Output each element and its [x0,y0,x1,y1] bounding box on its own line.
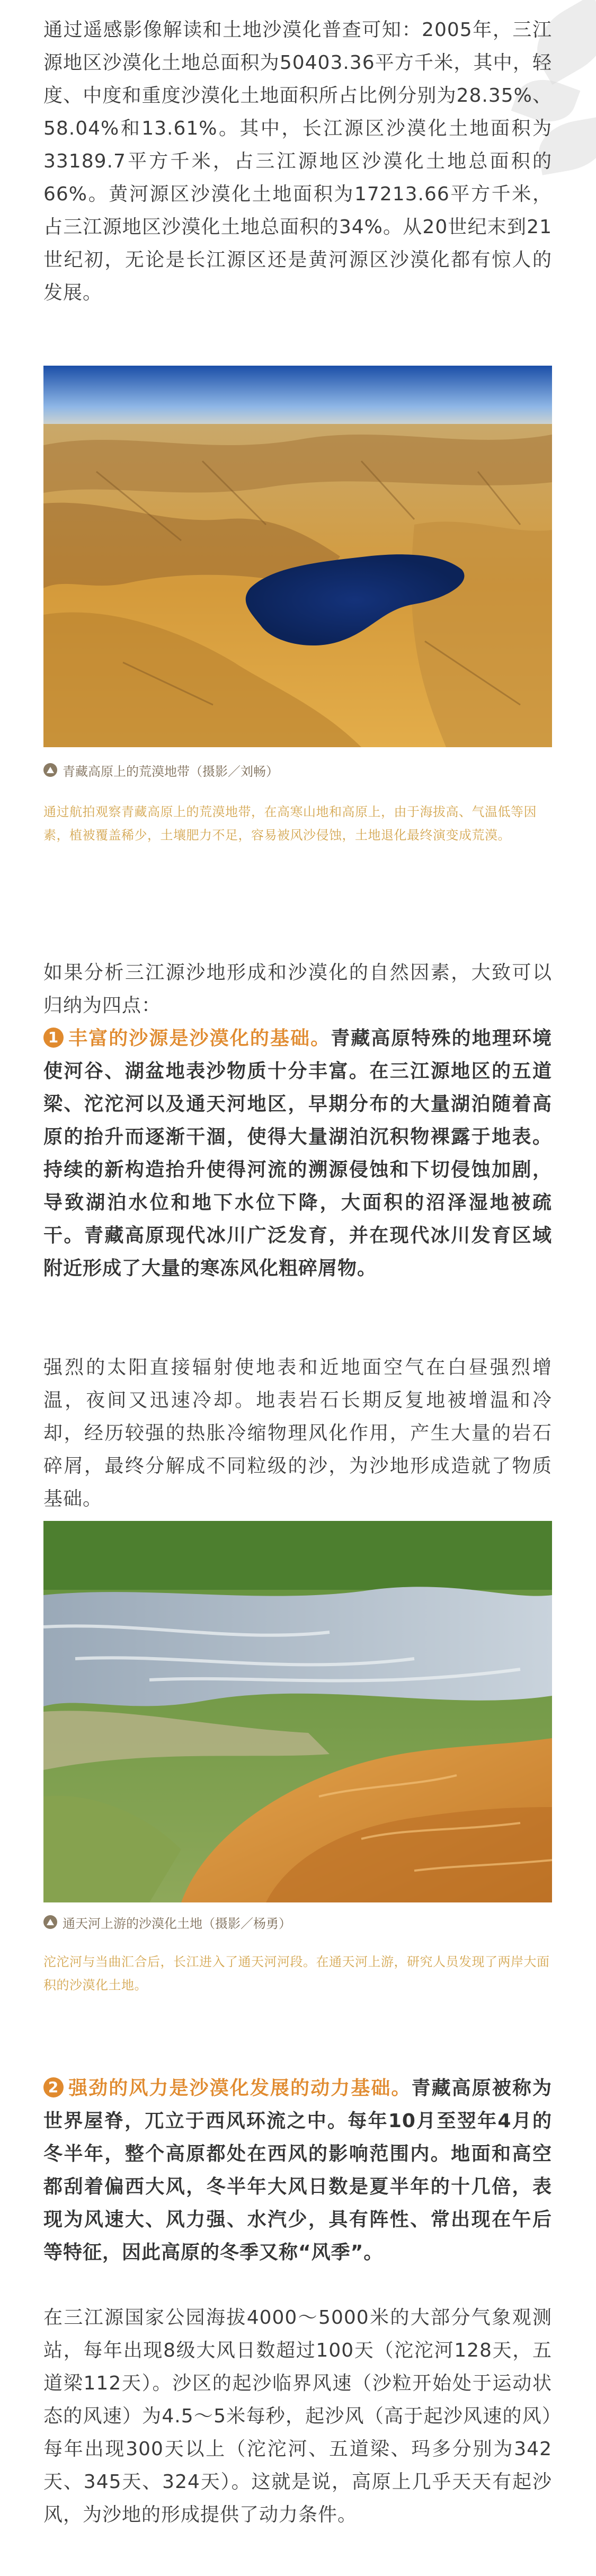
figure2-caption: 通天河上游的沙漠化土地（摄影／杨勇） [63,1916,291,1931]
figure1-description: 通过航拍观察青藏高原上的荒漠地带，在高寒山地和高原上，由于海拔高、气温低等因素，植被覆盖稀少，土壤肥力不足，容易被风沙侵蚀，土地退化最终演变成荒漠。 [43,804,537,843]
figure2-description: 沱沱河与当曲汇合后，长江进入了通天河河段。在通天河上游，研究人员发现了两岸大面积的沙漠化土地。 [43,1954,550,1993]
caption-triangle-icon [43,1915,57,1929]
factor1-number-badge: 1 [43,1028,64,1048]
factor2-number-badge: 2 [43,2077,64,2097]
factor2-title: 强劲的风力是沙漠化发展的动力基础。 [68,2077,412,2099]
figure1-caption-row [43,760,552,780]
factor2-text: 青藏高原被称为世界屋脊，兀立于西风环流之中。每年10月至翌年4月的冬半年，整个高原都处在西风的影响范围内。地面和高空都刮着偏西大风，冬半年大风日数是夏半年的十几倍，表现为风速大、风力强、水汽少，具有阵性、常出现在午后等特征，因此高原的冬季又称“风季”。 [43,2077,552,2263]
figure1-caption: 青藏高原上的荒漠地带（摄影／刘畅） [63,764,279,779]
tongtian-river-photo [43,1521,552,1902]
wind-observation-paragraph: 在三江源国家公园海拔4000～5000米的大部分气象观测站，每年出现8级大风日数超过100天（沱沱河128天，五道梁112天）。沙区的起沙临界风速（沙粒开始处于运动状态的风速）为4.5～5米每秒，起沙风（高于起沙风速的风）每年出现300天以上（沱沱河、五道梁、玛多分别为342天、345天、324天）。这就是说，高原上几乎天天有起沙风，为沙地的形成提供了动力条件。 [43,2307,552,2526]
factor2-paragraph [43,2072,552,2269]
factor1-paragraph [43,1022,552,1285]
solar-radiation-paragraph: 强烈的太阳直接辐射使地表和近地面空气在白昼强烈增温，夜间又迅速冷却。地表岩石长期反复地被增温和冷却，经历较强的热胀冷缩物理风化作用，产生大量的岩石碎屑，最终分解成不同粒级的沙，为沙地形成造就了物质基础。 [43,1357,552,1510]
figure2-caption-row [43,1913,552,1932]
intro-paragraph: 通过遥感影像解读和土地沙漠化普查可知：2005年，三江源地区沙漠化土地总面积为50403.36平方千米，其中，轻度、中度和重度沙漠化土地面积所占比例分别为28.35%、58.04%和13.61%。其中，长江源区沙漠化土地面积为33189.7平方千米，占三江源地区沙漠化土地总面积的66%。黄河源区沙漠化土地面积为17213.66平方千米，占三江源地区沙漠化土地总面积的34%。从20世纪末到21世纪初，无论是长江源区还是黄河源区沙漠化都有惊人的发展。 [43,19,552,304]
caption-triangle-icon [43,763,57,777]
plateau-desert-photo [43,366,552,747]
factor1-text: 青藏高原特殊的地理环境使河谷、湖盆地表沙物质十分丰富。在三江源地区的五道梁、沱沱河以及通天河地区，早期分布的大量湖泊随着高原的抬升而逐渐干涸，使得大量湖泊沉积物裸露于地表。持续的新构造抬升使得河流的溯源侵蚀和下切侵蚀加剧，导致湖泊水位和地下水位下降，大面积的沼泽湿地被疏干。青藏高原现代冰川广泛发育，并在现代冰川发育区域附近形成了大量的寒冻风化粗碎屑物。 [43,1028,552,1279]
factor1-title: 丰富的沙源是沙漠化的基础。 [68,1028,331,1049]
factors-intro-paragraph: 如果分析三江源沙地形成和沙漠化的自然因素，大致可以归纳为四点： [43,962,552,1016]
